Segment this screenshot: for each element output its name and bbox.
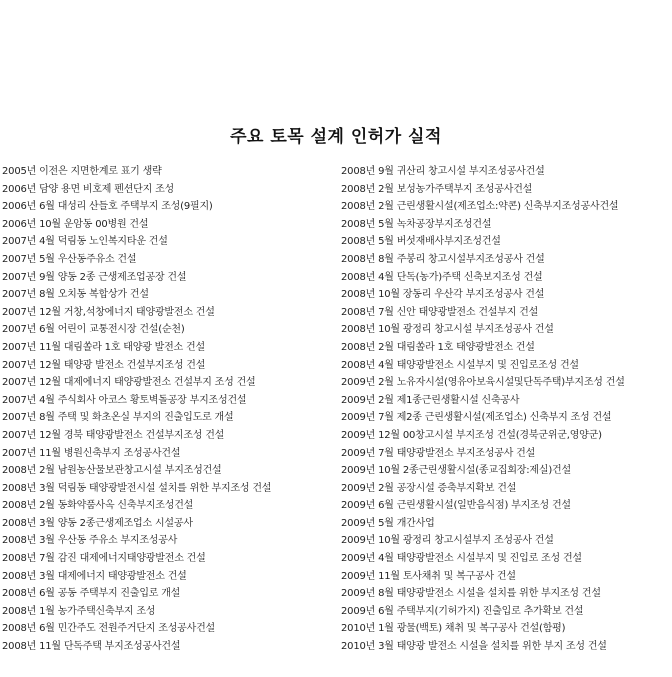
record-item: 2008년 2월 보성농가주택부지 조성공사건설: [341, 183, 533, 195]
record-item: 2009년 6월 근린생활시설(일반음식점) 부지조성 건설: [341, 500, 571, 512]
record-item: 2007년 12월 태양광 발전소 건설부지조성 건설: [2, 359, 206, 371]
record-item: 2008년 10월 광정리 창고시설 부지조성공사 건설: [341, 324, 554, 336]
record-item: 2008년 4월 단독(농가)주택 신축보지조성 건설: [341, 271, 543, 283]
record-item: 2008년 11월 단독주택 부지조성공사건설: [2, 641, 181, 653]
record-item: 2008년 2월 근린생활시설(제조업소:약콘) 신축부지조성공사건설: [341, 201, 619, 213]
record-item: 2008년 3월 대제에너지 태양광발전소 건설: [2, 570, 187, 582]
record-item: 2007년 6월 어린이 교통전시장 건설(순천): [2, 324, 185, 336]
record-item: 2009년 12월 00창고시설 부지조성 건설(경북군위군,영양군): [341, 429, 602, 441]
record-item: 2007년 8월 오치동 복합상가 건설: [2, 289, 149, 301]
record-item: 2009년 7월 태양광발전소 부지조성공사 건설: [341, 447, 536, 459]
record-item: 2005년 이전은 지면한계로 표기 생략: [2, 166, 162, 177]
record-item: 2008년 3월 양동 2종근생제조업소 시설공사: [2, 517, 193, 529]
record-item: 2009년 10월 2종근린생활시설(종교집회장:제실)건설: [341, 465, 571, 477]
right-record-list: [341, 163, 672, 656]
document-title: 주요 토목 설계 인허가 실적: [230, 127, 442, 147]
record-item: 2008년 9월 귀산리 창고시설 부지조성공사건설: [341, 166, 545, 177]
record-item: 2009년 5월 개간사업: [341, 517, 435, 529]
record-item: 2007년 4월 주식회사 아코스 황토벽돌공장 부지조성건설: [2, 394, 247, 406]
record-item: 2008년 4월 태양광발전소 시설부지 및 진입로조성 건설: [341, 359, 579, 371]
record-item: 2008년 1월 농가주택신축부지 조성: [2, 605, 156, 617]
record-item: 2008년 3월 덕림동 태양광발전시설 설치를 위한 부지조성 건설: [2, 482, 272, 494]
left-record-list: [2, 163, 332, 656]
record-item: 2009년 7월 제2종 근린생활시설(제조업소) 신축부지 조성 건설: [341, 412, 612, 424]
record-item: 2009년 2월 제1종근린생활시설 신축공사: [341, 394, 520, 406]
record-item: 2006년 10월 운암동 00병원 건설: [2, 218, 149, 230]
record-item: 2008년 6월 민간주도 전원주거단지 조성공사건설: [2, 623, 216, 635]
record-item: 2007년 11월 병원신축부지 조성공사건설: [2, 447, 181, 459]
record-item: 2008년 5월 녹차공장부지조성건설: [341, 218, 492, 230]
record-item: 2008년 10월 장동리 우산각 부지조성공사 건설: [341, 289, 545, 301]
record-item: 2006년 담양 용면 비호제 펜션단지 조성: [2, 183, 174, 195]
record-item: 2009년 11월 토사채취 및 복구공사 건설: [341, 570, 516, 582]
record-item: 2007년 5월 우산동주유소 건설: [2, 253, 137, 265]
record-item: 2007년 8월 주택 및 화초온실 부지의 진출입도로 개설: [2, 412, 234, 424]
record-item: 2009년 8월 태양광발전소 시설을 설치를 위한 부지조성 건설: [341, 588, 601, 600]
record-item: 2009년 10월 광정리 창고시설부지 조성공사 건설: [341, 535, 554, 547]
record-item: 2008년 7월 신안 태양광발전소 건설부지 건설: [341, 306, 539, 318]
record-item: 2008년 7월 감진 대제에너지태양광발전소 건설: [2, 553, 206, 565]
record-item: 2009년 4월 태양광발전소 시설부지 및 진입로 조성 건설: [341, 553, 582, 565]
record-item: 2008년 2월 대림쏠라 1호 태양광발전소 건설: [341, 341, 535, 353]
record-item: 2009년 2월 공장시설 증축부지확보 건설: [341, 482, 517, 494]
record-item: 2007년 12월 경북 태양광발전소 건설부지조성 건설: [2, 429, 225, 441]
record-item: 2007년 11월 대림쏠라 1호 태양광 발전소 건설: [2, 341, 205, 353]
record-item: 2008년 8월 주봉리 창고시설부지조성공사 건설: [341, 253, 545, 265]
record-item: 2008년 2월 동화약품사옥 신축부지조성건설: [2, 500, 194, 512]
record-item: 2008년 3월 우산동 주유소 부지조성공사: [2, 535, 178, 547]
record-item: 2009년 2월 노유자시설(영유아보육시설및단독주택)부지조성 건설: [341, 377, 625, 389]
record-item: 2006년 6월 대성리 산들호 주택부지 조성(9필지): [2, 201, 213, 213]
record-item: 2007년 12월 거창,석창에너지 태양광발전소 건설: [2, 306, 215, 318]
record-item: 2009년 6월 주택부지(기허가지) 진출입로 추가확보 건설: [341, 605, 584, 617]
record-item: 2008년 2월 남원농산물보관창고시설 부지조성건설: [2, 465, 222, 477]
record-item: 2007년 4월 덕림동 노인복지타운 건설: [2, 236, 168, 248]
record-item: 2010년 1월 광물(백토) 채취 및 복구공사 건설(함평): [341, 623, 566, 635]
record-item: 2010년 3월 태양광 발전소 시설을 설치를 위한 부지 조성 건설: [341, 641, 607, 653]
record-item: 2007년 12월 대제에너지 태양광발전소 건설부지 조성 건설: [2, 377, 256, 389]
record-item: 2007년 9월 양동 2종 근생제조업공장 건설: [2, 271, 187, 283]
record-item: 2008년 6월 공동 주택부지 진출입로 개설: [2, 588, 181, 600]
record-item: 2008년 5월 버섯재배사부지조성건설: [341, 236, 501, 248]
